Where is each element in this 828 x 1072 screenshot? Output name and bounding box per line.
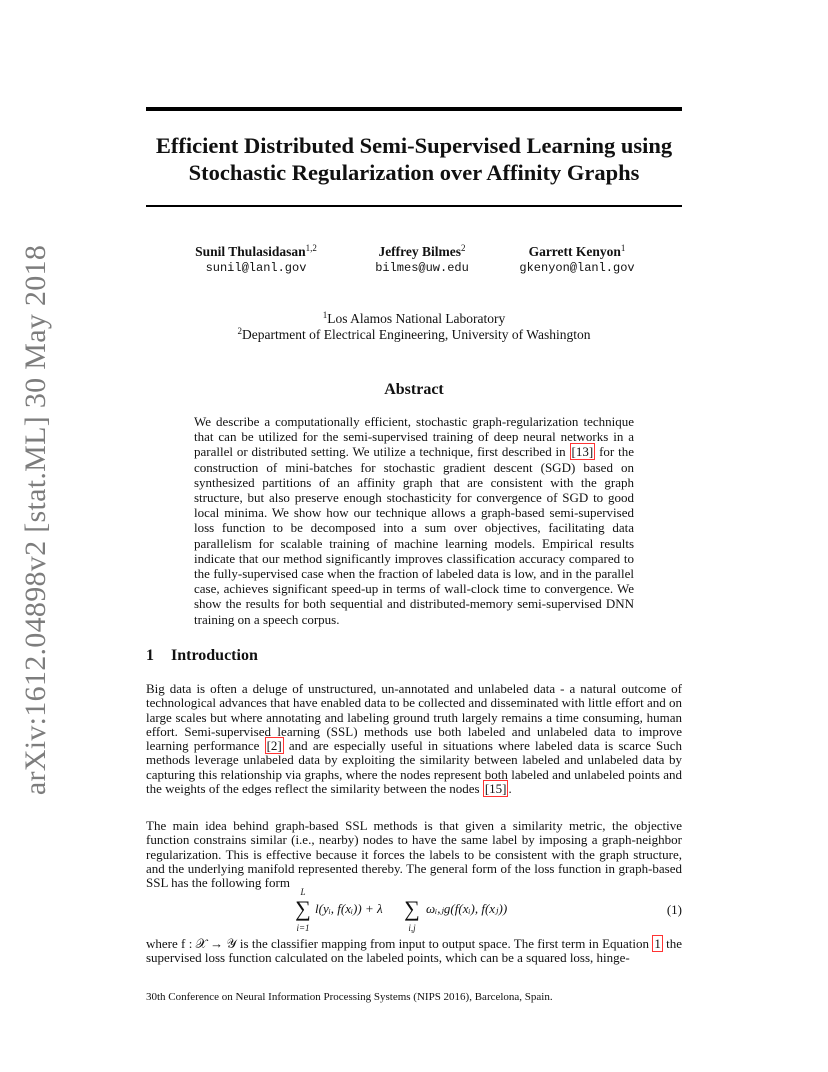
author-superscript: 2 (461, 243, 466, 253)
sum1-upper: L (300, 887, 306, 897)
section-heading (146, 647, 258, 665)
section-title: Introduction (171, 647, 258, 664)
equation-1 (146, 885, 682, 933)
intro-paragraph-2: The main idea behind graph-based SSL methods is that given a similarity metric, the objective function constrains similar (i.e., nearby) nodes to have the same label by imposing a graph-neighbor regularization. This is effective because it forces the labels to be consistent with the graph structure, and the underlying manifold represented thereby. The general form of the loss function in graph-based SSL has the following form (146, 818, 682, 891)
abstract-body (194, 414, 634, 627)
section-number: 1 (146, 647, 154, 664)
paragraph-text: . (508, 781, 512, 797)
author-email[interactable]: bilmes@uw.edu (375, 261, 469, 275)
author-email[interactable]: gkenyon@lanl.gov (519, 261, 635, 275)
abstract-text: We describe a computationally efficient, stochastic graph-regularization technique that can be utilized for the semi-supervised training of deep neural networks in a parallel or distributed setting. We utilize a technique, first described in (194, 414, 634, 460)
sum1-symbol: ∑ (295, 896, 311, 921)
paragraph-text: where f : 𝒳 → 𝒴 is the classifier mapping from input to output space. The first term in Equation (146, 936, 653, 951)
paper-title (146, 132, 682, 186)
arxiv-id: arXiv:1612.04898v2 [stat.ML] 30 May 2018 (19, 244, 52, 796)
paragraph-text: Big data is often a deluge of unstructured, un-annotated and unlabeled data - a natural outcome of technological advances that have enabled data to be collected and disseminated with little effort and on large scales but where annotating and labeling ground truth largely remains a time consuming, human effort. Semi-supervised learning (SSL) methods use both labeled and unlabeled data to improve learning performance (146, 681, 682, 754)
abstract-text: for the construction of mini-batches for stochastic gradient descent (SGD) based on synthesized partitions of an affinity graph that are consistent with the graph structure, but also preserve enough stochasticity for convergence of SGD to good local minima. We show how our technique allows a graph-based semi-supervised loss function to be decomposed into a sum over objectives, facilitating data parallelism for scalable training of machine learning models. Empirical results indicate that our method significantly improves classification accuracy compared to the fully-supervised case when the fraction of labeled data is low, and in the parallel case, achieves significant speed-up in terms of wall-clock time to convergence. We show the results for both sequential and distributed-memory semi-supervised DNN training on a speech corpus. (194, 444, 634, 627)
title-rule-bottom (146, 205, 682, 207)
intro-paragraph-1 (146, 682, 682, 796)
affiliation-superscript: 2 (237, 326, 243, 336)
intro-paragraph-3 (146, 937, 682, 966)
author-name: Jeffrey Bilmes (378, 244, 462, 259)
sum2-lower: i,j (408, 923, 416, 933)
author-name: Sunil Thulasidasan (195, 244, 306, 259)
citation-link[interactable]: [13] (571, 444, 594, 460)
author-3 (512, 243, 642, 277)
title-rule-top (146, 107, 682, 111)
title-line-1: Efficient Distributed Semi-Supervised Learning using (155, 133, 673, 158)
affiliation-text: Los Alamos National Laboratory (327, 311, 506, 326)
title-line-2: Stochastic Regularization over Affinity Graphs (188, 160, 640, 185)
term1: l(yᵢ, f(xᵢ)) + λ (315, 901, 383, 916)
citation-link[interactable]: [2] (266, 738, 282, 754)
sum2-symbol: ∑ (404, 896, 420, 921)
equation-formula (146, 885, 606, 933)
affiliation-1 (146, 311, 682, 327)
affiliation-superscript: 1 (322, 310, 328, 320)
author-superscript: 1 (620, 243, 626, 253)
author-superscript: 1,2 (305, 243, 317, 253)
paragraph-text: and are especially useful in situations where labeled data is scarce Such methods leverage unlabeled data by exploiting the similarity between labeled and unlabeled data by capturing this relationship via graphs, where the nodes represent both labeled and unlabeled points and the weights of the edges reflect the similarity between the nodes (146, 738, 682, 797)
equation-ref-link[interactable]: 1 (654, 936, 661, 951)
affiliation-text: Department of Electrical Engineering, University of Washington (242, 327, 591, 342)
author-2 (362, 243, 482, 277)
equation-number: (1) (666, 902, 682, 917)
footer-note: 30th Conference on Neural Information Processing Systems (NIPS 2016), Barcelona, Spain. (146, 991, 553, 1003)
term2: ωᵢ,ⱼg(f(xᵢ), f(xⱼ)) (426, 901, 508, 916)
affiliation-2 (146, 327, 682, 343)
arxiv-stamp (14, 244, 58, 796)
author-name: Garrett Kenyon (528, 244, 621, 259)
paragraph-text: the supervised loss function calculated on the labeled points, which can be a squared loss, hinge- (146, 936, 682, 966)
citation-link[interactable]: [15] (484, 781, 507, 797)
author-email[interactable]: sunil@lanl.gov (205, 261, 307, 275)
sum1-lower: i=1 (296, 923, 310, 933)
author-1 (186, 243, 326, 277)
affiliations (146, 311, 682, 343)
abstract-heading: Abstract (384, 381, 444, 398)
